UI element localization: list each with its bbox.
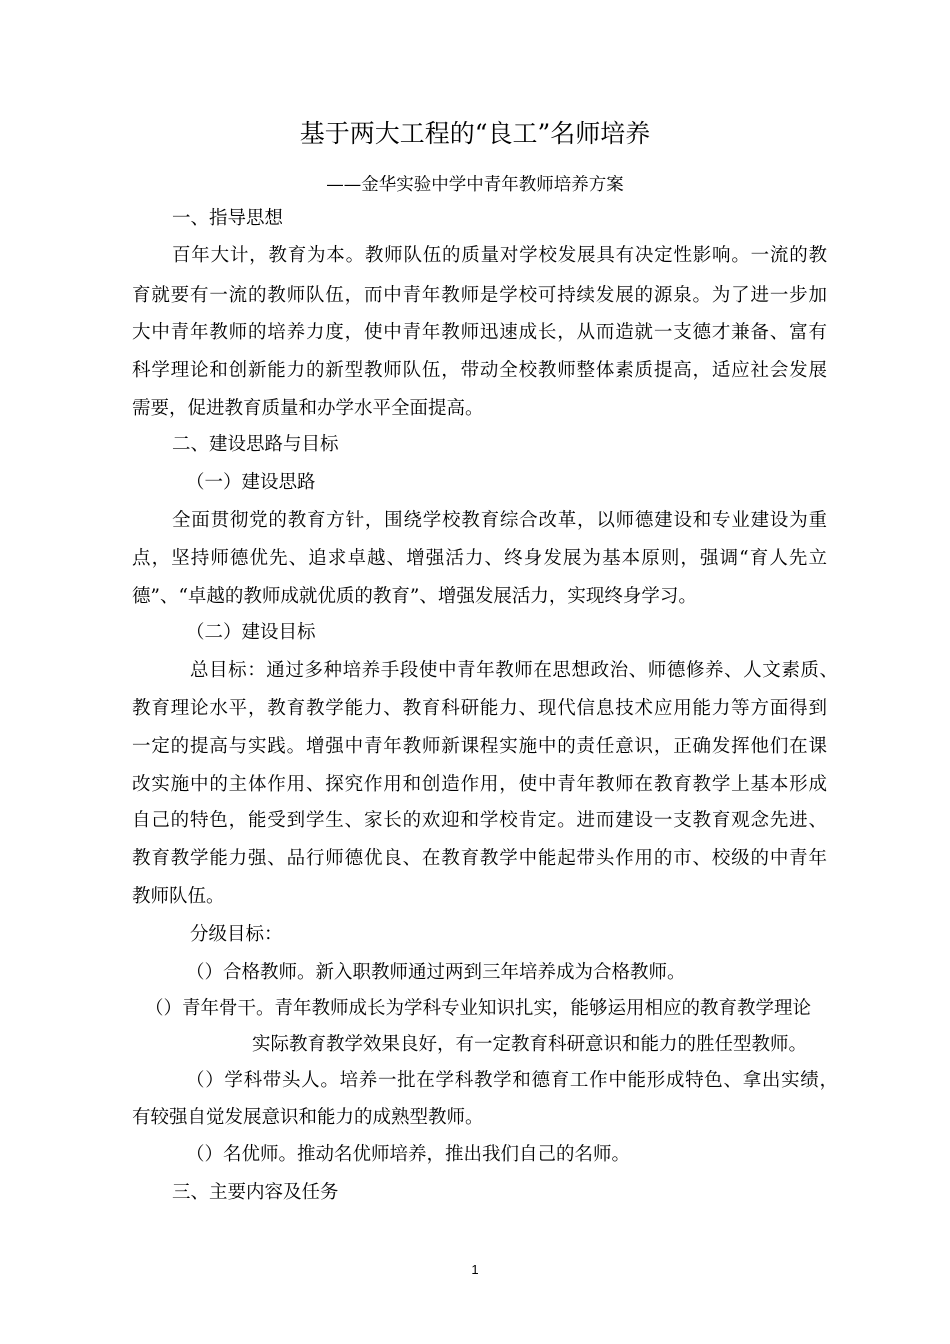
levels-label: 分级目标： (190, 924, 283, 945)
subsection-heading: （一）建设思路 (186, 472, 316, 493)
paragraph-line: 育就要有一流的教师队伍，而中青年教师是学校可持续发展的源泉。为了进一步加 (132, 285, 827, 306)
paragraph-line: 教师队伍。 (132, 886, 225, 907)
paragraph-line: 需要，促进教育质量和办学水平全面提高。 (132, 398, 484, 419)
document-subtitle: ——金华实验中学中青年教师培养方案 (326, 175, 624, 195)
paragraph-line: 点，坚持师德优先、追求卓越、增强活力、终身发展为基本原则，强调“育人先立 (132, 548, 827, 569)
section-heading-1: 一、指导思想 (172, 208, 284, 229)
paragraph-line: 德”、“卓越的教师成就优质的教育”、增强发展活力，实现终身学习。 (132, 586, 697, 607)
level-item-continuation: 实际教育教学效果良好，有一定教育科研意识和能力的胜任型教师。 (252, 1034, 808, 1055)
subsection-heading: （二）建设目标 (186, 622, 316, 643)
level-item: （）学科带头人。培养一批在学科教学和德育工作中能形成特色、拿出实绩， (186, 1070, 838, 1091)
paragraph-line: 大中青年教师的培养力度，使中青年教师迅速成长，从而造就一支德才兼备、富有 (132, 322, 827, 343)
document-title: 基于两大工程的“良工”名师培养 (299, 119, 651, 148)
paragraph-line: 教育教学能力强、品行师德优良、在教育教学中能起带头作用的市、校级的中青年 (132, 848, 827, 869)
paragraph-line: 总目标：通过多种培养手段使中青年教师在思想政治、师德修养、人文素质、 (190, 660, 838, 681)
paragraph-line: 科学理论和创新能力的新型教师队伍，带动全校教师整体素质提高，适应社会发展 (132, 360, 827, 381)
level-item-continuation: 有较强自觉发展意识和能力的成熟型教师。 (132, 1107, 484, 1128)
paragraph-line: 自己的特色，能受到学生、家长的欢迎和学校肯定。进而建设一支教育观念先进、 (132, 810, 827, 831)
paragraph-line: 改实施中的主体作用、探究作用和创造作用，使中青年教师在教育教学上基本形成 (132, 774, 827, 795)
paragraph-line: 百年大计，教育为本。教师队伍的质量对学校发展具有决定性影响。一流的教 (172, 245, 827, 266)
paragraph-line: 一定的提高与实践。增强中青年教师新课程实施中的责任意识，正确发挥他们在课 (132, 736, 827, 757)
paragraph-line: 全面贯彻党的教育方针，围绕学校教育综合改革，以师德建设和专业建设为重 (172, 510, 827, 531)
level-item: （）合格教师。新入职教师通过两到三年培养成为合格教师。 (186, 962, 686, 983)
level-item: （）名优师。推动名优师培养，推出我们自己的名师。 (186, 1144, 631, 1165)
paragraph-line: 教育理论水平，教育教学能力、教育科研能力、现代信息技术应用能力等方面得到 (132, 698, 827, 719)
section-heading-2: 二、建设思路与目标 (172, 434, 339, 455)
page-number: 1 (471, 1262, 479, 1277)
level-item: （）青年骨干。青年教师成长为学科专业知识扎实，能够运用相应的教育教学理论 (145, 998, 812, 1019)
section-heading-3: 三、主要内容及任务 (172, 1182, 339, 1203)
